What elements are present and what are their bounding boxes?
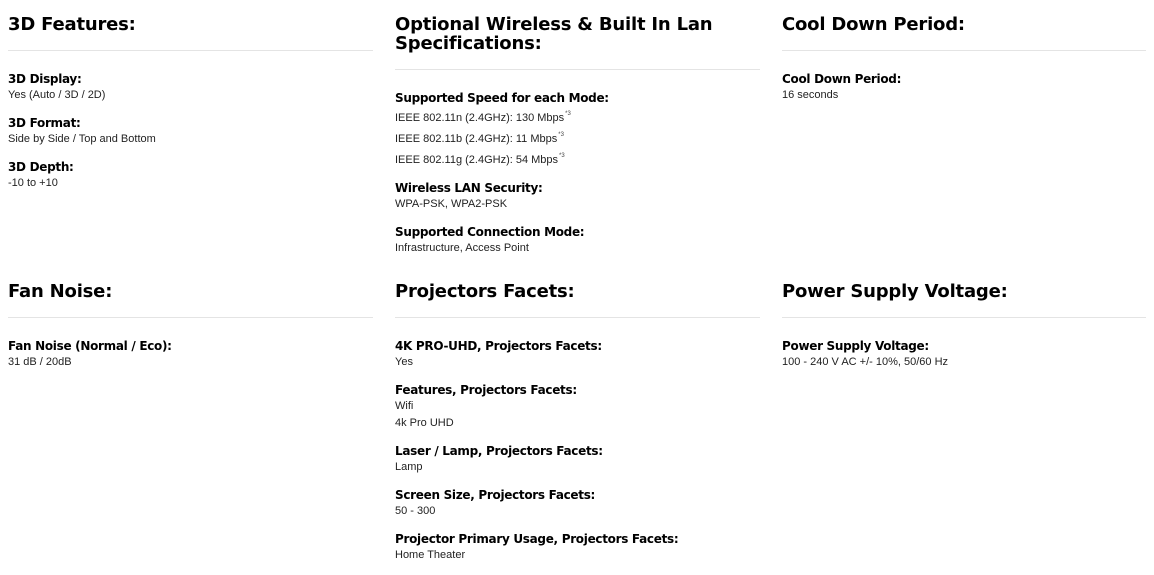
spec-value: Home Theater [395, 549, 466, 561]
spec-fan-noise [8, 338, 373, 371]
spec-value: Lamp [395, 461, 423, 473]
spec-value: 16 seconds [782, 89, 839, 101]
section-title: Projectors Facets: [395, 282, 760, 318]
spec-value: IEEE 802.11g (2.4GHz): 54 Mbps$^{*3}$ [395, 153, 565, 166]
spec-features [395, 382, 760, 432]
spec-3d-depth [8, 159, 373, 192]
spec-value: -10 to +10 [8, 177, 58, 189]
spec-value: 4k Pro UHD [395, 417, 454, 429]
spec-cool-down [782, 71, 1146, 104]
spec-label: Supported Connection Mode: [395, 225, 585, 239]
spec-label: Cool Down Period: [782, 72, 902, 86]
spec-screen-size [395, 487, 760, 520]
footnote-marker: *3 [558, 132, 564, 138]
spec-wireless-security [395, 180, 760, 213]
section-3d-features [8, 0, 373, 192]
section-title: Fan Noise: [8, 282, 373, 318]
section-title: 3D Features: [8, 15, 373, 51]
section-title: Power Supply Voltage: [782, 282, 1146, 318]
spec-grid [8, 0, 1146, 561]
section-title: Cool Down Period: [782, 15, 1146, 51]
spec-label: Power Supply Voltage: [782, 339, 929, 353]
spec-label: 3D Depth: [8, 160, 74, 174]
spec-label: Features, Projectors Facets: [395, 383, 577, 397]
spec-list [8, 318, 373, 371]
spec-value: Side by Side / Top and Bottom [8, 133, 156, 145]
section-power-supply [782, 282, 1146, 382]
spec-value: Yes (Auto / 3D / 2D) [8, 89, 106, 101]
spec-column-2 [395, 0, 760, 561]
spec-power-voltage [782, 338, 1146, 371]
spec-value: 50 - 300 [395, 505, 436, 517]
spec-list [782, 51, 1146, 104]
spec-value: IEEE 802.11n (2.4GHz): 130 Mbps$^{*3}$ [395, 111, 571, 124]
section-title: Optional Wireless & Built In Lan Specifications: [395, 15, 760, 70]
spec-label: 4K PRO-UHD, Projectors Facets: [395, 339, 602, 353]
spec-value: IEEE 802.11b (2.4GHz): 11 Mbps$^{*3}$ [395, 132, 564, 145]
spec-label: Supported Speed for each Mode: [395, 91, 609, 105]
spec-value: WPA-PSK, WPA2-PSK [395, 198, 508, 210]
spec-3d-display [8, 71, 373, 104]
spec-value: Wifi [395, 400, 414, 412]
section-projectors-facets [395, 282, 760, 575]
spec-column-3 [782, 0, 1146, 368]
spec-laser-lamp [395, 443, 760, 476]
spec-supported-speed [395, 90, 760, 169]
spec-value: 100 - 240 V AC +/- 10%, 50/60 Hz [782, 356, 949, 368]
footnote-marker: *3 [559, 153, 565, 159]
spec-label: Fan Noise (Normal / Eco): [8, 339, 172, 353]
spec-primary-usage [395, 531, 760, 564]
spec-label: Projector Primary Usage, Projectors Facets: [395, 532, 679, 546]
footnote-marker: *3 [565, 111, 571, 117]
spec-4k-pro-uhd [395, 338, 760, 371]
section-cool-down [782, 0, 1146, 104]
spec-value: Infrastructure, Access Point [395, 242, 529, 254]
spec-3d-format [8, 115, 373, 148]
spec-label: Wireless LAN Security: [395, 181, 543, 195]
spec-list [8, 51, 373, 192]
spec-label: 3D Display: [8, 72, 82, 86]
section-fan-noise [8, 282, 373, 382]
spec-label: Screen Size, Projectors Facets: [395, 488, 596, 502]
spec-list [395, 318, 760, 564]
section-wireless [395, 0, 760, 257]
spec-label: Laser / Lamp, Projectors Facets: [395, 444, 603, 458]
spec-list [782, 318, 1146, 371]
spec-column-1 [8, 0, 373, 368]
spec-connection-mode [395, 224, 760, 257]
spec-value: Yes [395, 356, 413, 368]
spec-label: 3D Format: [8, 116, 81, 130]
spec-list [395, 70, 760, 257]
spec-value: 31 dB / 20dB [8, 356, 72, 368]
